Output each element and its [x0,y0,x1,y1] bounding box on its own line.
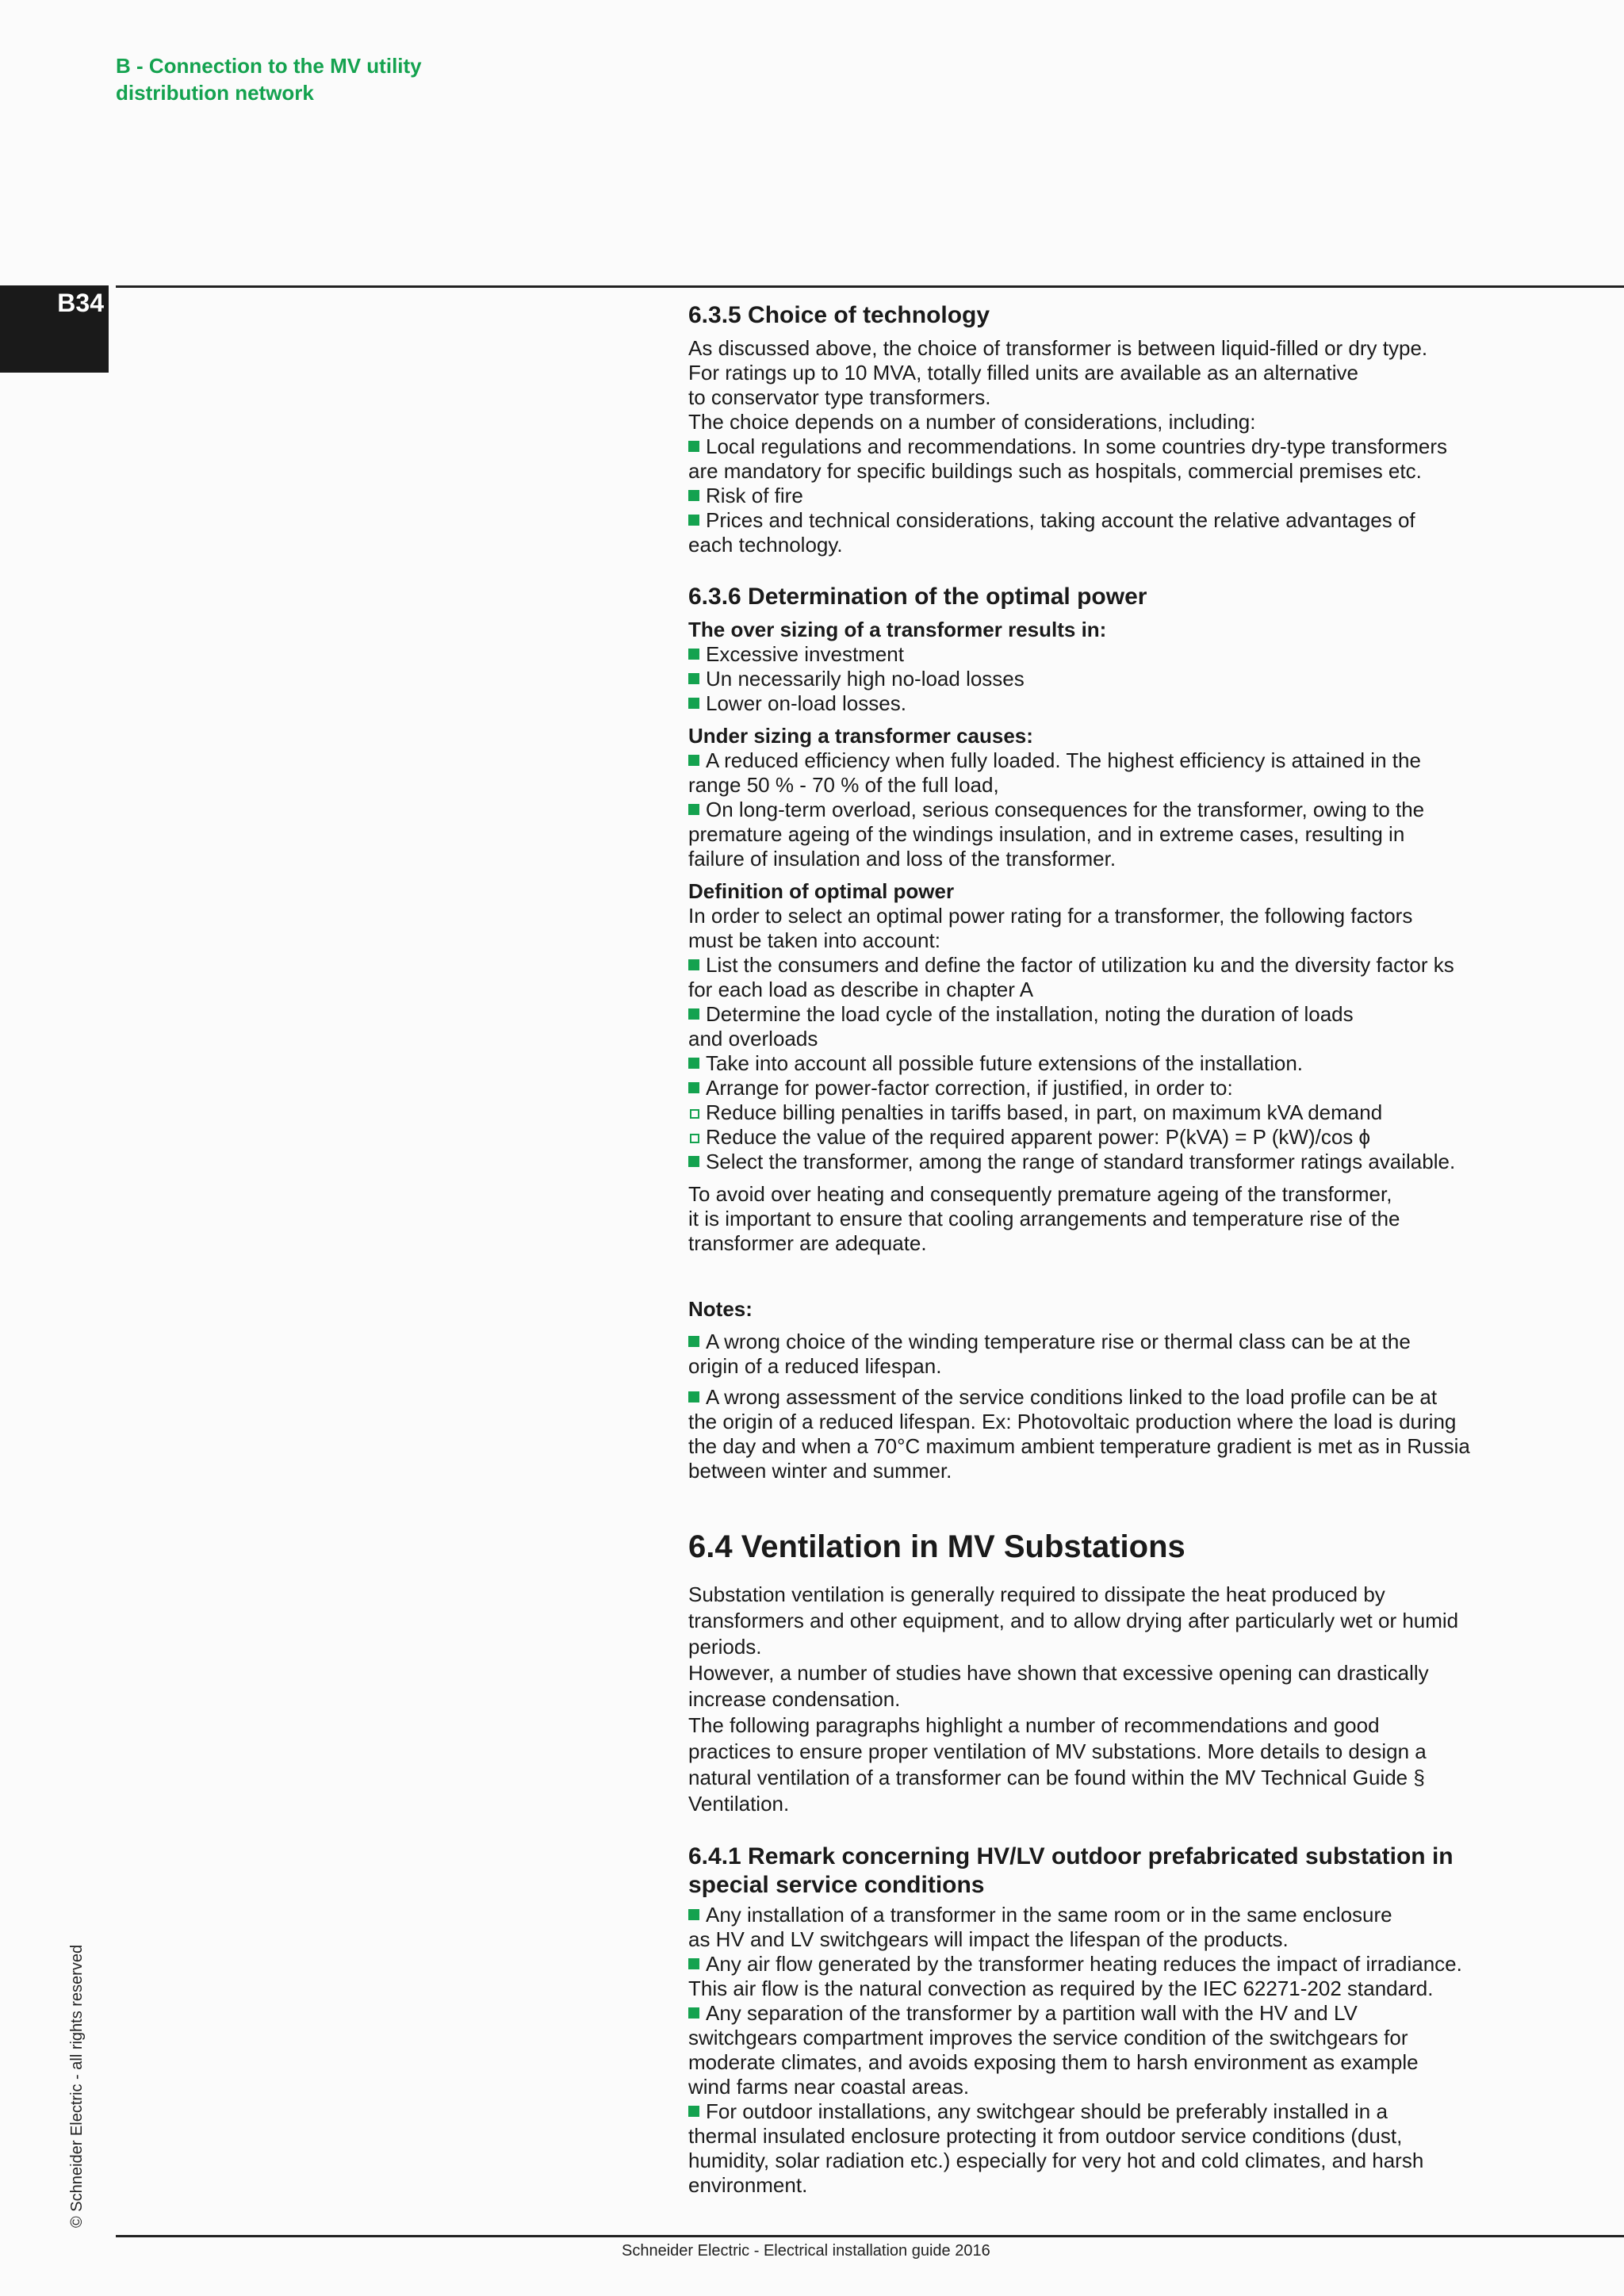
bullet-item: Risk of fire [688,484,1584,508]
bullet-item: On long-term overload, serious consequences for the transformer, owing to the premature ageing of the windings insulation, and in extreme cases, resulting in failure of insulation and loss of the transformer. [688,798,1584,871]
heading-6-4: 6.4 Ventilation in MV Substations [688,1529,1185,1564]
page-number-tab: B34 [0,285,109,373]
bullet-item: List the consumers and define the factor of utilization ku and the diversity factor ks for each load as describe in chapter A [688,953,1584,1002]
heading-6-3-5: 6.3.5 Choice of technology [688,302,990,328]
section-header-line1: B - Connection to the MV utility [116,54,422,78]
heading-6-4-1: 6.4.1 Remark concerning HV/LV outdoor prefabricated substation in special service conditions [688,1843,1454,1898]
subheading-optimal-power: Definition of optimal power [688,879,955,903]
page-footer: Schneider Electric - Electrical installation guide 2016 [622,2242,990,2260]
copyright-notice: © Schneider Electric - all rights reserved [68,1944,86,2228]
bullet-item: Un necessarily high no-load losses [688,667,1584,691]
subheading-under-sizing: Under sizing a transformer causes: [688,724,1033,748]
paragraph: Substation ventilation is generally required to dissipate the heat produced by transformers and other equipment, and to allow drying after particularly wet or humid periods. However, a number of studies have shown that excessive opening can drastically increase condensation. The following paragraphs highlight a number of recommendations and good practices to ensure proper ventilation of MV substations. More details to design a natural ventilation of a transformer can be found within the MV Technical Guide § Ventilation. [688,1582,1459,1816]
bullet-item: Lower on-load losses. [688,691,1584,716]
paragraph: To avoid over heating and consequently premature ageing of the transformer, it is important to ensure that cooling arrangements and temperature rise of the transformer are adequate. [688,1182,1400,1255]
bullet-item: Prices and technical considerations, taking account the relative advantages of each technology. [688,508,1584,557]
bottom-divider [116,2235,1624,2237]
bullet-item: Any separation of the transformer by a partition wall with the HV and LV switchgears compartment improves the service condition of the switchgears for moderate climates, and avoids exposing them to harsh environment as example wind farms near coastal areas. [688,2001,1584,2099]
bullet-item: Select the transformer, among the range of standard transformer ratings available. [688,1150,1584,1174]
bullet-item: For outdoor installations, any switchgear should be preferably installed in a thermal insulated enclosure protecting it from outdoor service conditions (dust, humidity, solar radiation etc.) especially for very hot and cold climates, and harsh environment. [688,2099,1584,2198]
main-content [688,301,1584,2198]
section-header-line2: distribution network [116,81,314,105]
top-divider [116,285,1624,288]
bullet-item: A reduced efficiency when fully loaded. The highest efficiency is attained in the range 50 % - 70 % of the full load, [688,748,1584,798]
bullet-item: Take into account all possible future extensions of the installation. [688,1051,1584,1076]
bullet-item: Determine the load cycle of the installation, noting the duration of loads and overloads [688,1002,1584,1051]
bullet-item: Arrange for power-factor correction, if justified, in order to: [688,1076,1584,1100]
sub-bullet-item: Reduce the value of the required apparent power: P(kVA) = P (kW)/cos ϕ [688,1125,1584,1150]
paragraph: As discussed above, the choice of transformer is between liquid-filled or dry type. For ratings up to 10 MVA, totally filled units are available as an alternative to conservator type transformers. The choice depends on a number of considerations, including: [688,336,1428,434]
bullet-item: Any air flow generated by the transformer heating reduces the impact of irradiance. This air flow is the natural convection as required by the IEC 62271-202 standard. [688,1952,1584,2001]
notes-heading: Notes: [688,1297,753,1321]
subheading-over-sizing: The over sizing of a transformer results in: [688,618,1107,641]
note-item: A wrong choice of the winding temperature rise or thermal class can be at the origin of a reduced lifespan. [688,1330,1584,1379]
bullet-item: Local regulations and recommendations. In some countries dry-type transformers are mandatory for specific buildings such as hospitals, commercial premises etc. [688,434,1584,484]
bullet-item: Any installation of a transformer in the same room or in the same enclosure as HV and LV switchgears will impact the lifespan of the products. [688,1903,1584,1952]
heading-6-3-6: 6.3.6 Determination of the optimal power [688,584,1147,610]
bullet-item: Excessive investment [688,642,1584,667]
sub-bullet-item: Reduce billing penalties in tariffs based, in part, on maximum kVA demand [688,1100,1584,1125]
paragraph: In order to select an optimal power rating for a transformer, the following factors must be taken into account: [688,904,1413,952]
section-header [116,52,422,106]
note-item: A wrong assessment of the service conditions linked to the load profile can be at the origin of a reduced lifespan. Ex: Photovoltaic production where the load is during the day and when a 70°C maximum ambient temperature gradient is met as in Russia between winter and summer. [688,1385,1584,1483]
